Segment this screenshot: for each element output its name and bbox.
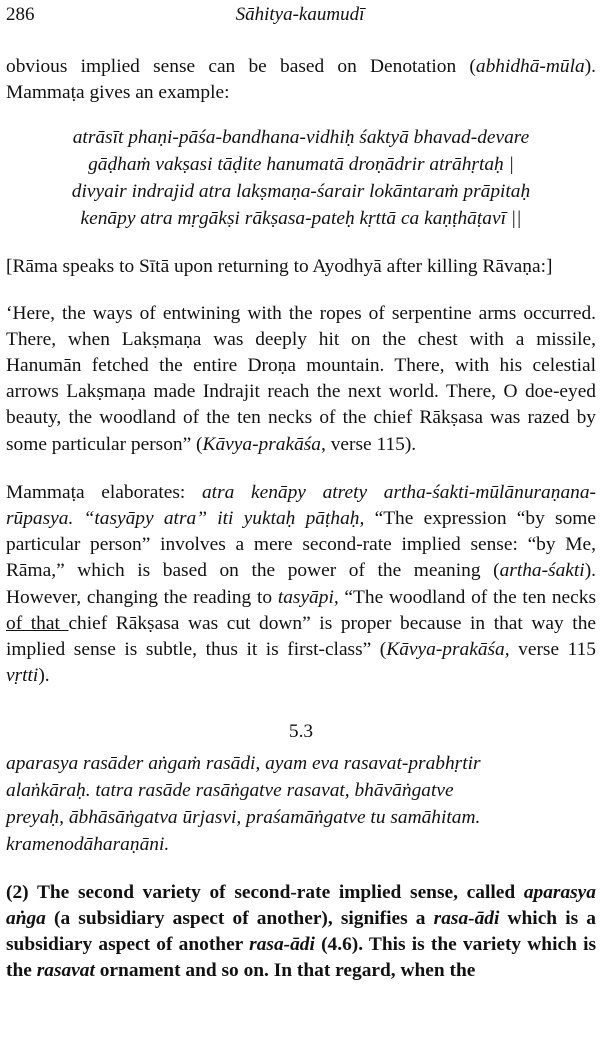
intro-paragraph (6, 54, 596, 106)
translation-paragraph (6, 301, 596, 458)
elaboration-term-1: artha-śakti (499, 560, 585, 582)
commentary-text-b: (a subsidiary aspect of another), signifies a (45, 907, 434, 929)
elaboration-text-d: “The woodland of the ten necks (338, 586, 596, 608)
translation-text-b: verse 115). (325, 433, 417, 455)
elaboration-source: Kāvya-prakāśa, (386, 639, 510, 661)
sutra-line: kramenodāharaṇāni. (6, 833, 170, 855)
commentary-term-2: rasa-ādi (433, 907, 500, 929)
sutra-line: alaṅkāraḥ. tatra rasāde rasāṅgatve rasavat, bhāvāṅgatve (6, 779, 454, 801)
commentary-text-a: (2) The second variety of second-rate implied sense, called (6, 881, 524, 903)
commentary-term-1: aparasya aṅga (6, 881, 596, 929)
elaboration-text-c: ). However, changing the reading to (6, 560, 596, 608)
intro-term: abhidhā-mūla (475, 56, 585, 77)
verse-line: kenāpy atra mṛgākṣi rākṣasa-pateḥ kṛttā ca kaṇṭhāṭavī || (80, 208, 522, 230)
elaboration-text-g: ). (38, 665, 50, 687)
translation-source: Kāvya-prakāśa, (202, 433, 326, 455)
page-content (6, 54, 596, 984)
page-number: 286 (6, 4, 35, 25)
commentary-text-e: ornament and so on. In that regard, when the (94, 960, 476, 982)
elaboration-underlined-text: of that (6, 612, 69, 634)
elaboration-term-2: tasyāpi, (277, 586, 339, 608)
commentary-term-4: rasavat (36, 960, 95, 982)
sanskrit-sutra (6, 750, 596, 858)
commentary-term-3: rasa-ādi (249, 934, 315, 956)
elaboration-vrtti: vṛtti (6, 665, 39, 687)
commentary-text-d: (4.6). This is the variety which is the (6, 934, 596, 982)
elaboration-text-f: verse 115 (509, 639, 596, 661)
verse-line: divyair indrajid atra lakṣmaṇa-śarair lokāntaraṁ prāpitaḥ (71, 181, 531, 203)
intro-text-b: ). Mammaṭa gives an example: (6, 56, 596, 104)
running-title: Sāhitya-kaumudī (235, 4, 365, 25)
section-number: 5.3 (288, 721, 314, 743)
page-header (6, 4, 594, 30)
elaboration-text-a: Mammaṭa elaborates: (6, 481, 202, 503)
elaboration-text-e: chief Rākṣasa was cut down” is proper because in that way the implied sense is subtle, thus it is first-class” ( (6, 612, 596, 661)
sanskrit-verse (6, 124, 596, 232)
commentary-text-c: which is a subsidiary aspect of another (6, 907, 596, 956)
elaboration-text-b: “The expression “by some particular person” involves a mere second-rate implied sense: “by Me, Rāma,” which is based on the power of the meaning ( (6, 508, 596, 582)
verse-line: atrāsīt phaṇi-pāśa-bandhana-vidhiḥ śaktyā bhavad-devare (72, 127, 530, 149)
elaboration-sanskrit-quote: atra kenāpy atrety artha-śakti-mūlānuraṇana-rūpasya. “tasyāpy atra” iti yuktaḥ pāṭhaḥ, (6, 481, 596, 530)
sutra-line: preyaḥ, ābhāsāṅgatva ūrjasvi, praśamāṅgatve tu samāhitam. (6, 806, 481, 828)
elaboration-paragraph (6, 480, 596, 690)
intro-text-a: obvious implied sense can be based on Denotation ( (6, 56, 476, 77)
verse-line: gāḍhaṁ vakṣasi tāḍite hanumatā droṇādrir atrāhṛtaḥ | (88, 154, 514, 176)
sutra-line: aparasya rasāder aṅgaṁ rasādi, ayam eva rasavat-prabhṛtir (6, 752, 481, 774)
commentary-paragraph (6, 880, 596, 985)
translation-text-a: ‘Here, the ways of entwining with the ropes of serpentine arms occurred. There, when Lakṣmaṇa was deeply hit on the chest with a missile, Hanumān fetched the entire Droṇa mountain. There, with his celestial arrows Lakṣmaṇa made Indrajit reach the next world. There, O doe-eyed beauty, the woodland of the ten necks of the chief Rākṣasa was razed by some particular person” ( (6, 302, 596, 455)
context-note: [Rāma speaks to Sītā upon returning to Ayodhyā after killing Rāvaṇa:] (6, 256, 553, 278)
